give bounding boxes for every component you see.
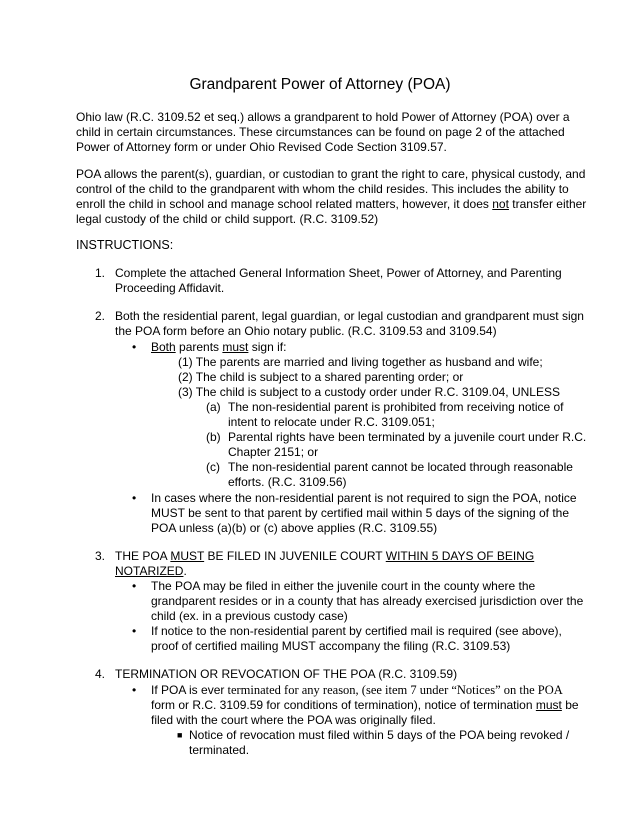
bullet-icon: • xyxy=(132,579,137,593)
item-3-bullet-2-line-2: proof of certified mailing MUST accompany the filing (R.C. 3109.53) xyxy=(151,639,511,653)
item-3-bullet-2-line-1: If notice to the non-residential parent by certified mail is required (see above), xyxy=(151,624,562,638)
item-4-text: be xyxy=(561,698,579,712)
emphasis-must: must xyxy=(535,698,562,712)
item-2-line-2: the POA form before an Ohio notary public. (R.C. 3109.53 and 3109.54) xyxy=(115,324,497,338)
instructions-heading: INSTRUCTIONS: xyxy=(76,238,174,252)
item-2-number: 2. xyxy=(95,309,106,323)
item-3-text: . xyxy=(183,564,187,578)
sub-a-label: (a) xyxy=(206,400,221,414)
intro-line-2: child in certain circumstances. These circumstances can be found on page 2 of the attached xyxy=(76,125,565,139)
bullet-icon: • xyxy=(132,624,137,638)
bullet-text: sign if: xyxy=(248,340,287,354)
bullet-icon: • xyxy=(132,491,137,505)
condition-2: (2) The child is subject to a shared parenting order; or xyxy=(178,370,464,384)
para2-line-2: control of the child to the grandparent with whom the child resides. This includes the ability to xyxy=(76,182,569,196)
emphasis-must: MUST xyxy=(170,549,205,563)
para2-line-4: legal custody of the child or child support. (R.C. 3109.52) xyxy=(76,212,379,226)
item-3-text: THE POA xyxy=(115,549,171,563)
para2-line-3 xyxy=(76,197,586,212)
item-1-line-1: Complete the attached General Information Sheet, Power of Attorney, and Parenting xyxy=(115,266,562,280)
condition-1: (1) The parents are married and living together as husband and wife; xyxy=(178,355,543,369)
item-3-line-1 xyxy=(115,549,534,564)
page-title: Grandparent Power of Attorney (POA) xyxy=(189,76,451,93)
square-bullet-icon: ■ xyxy=(177,730,183,740)
sub-a-line-1: The non-residential parent is prohibited from receiving notice of xyxy=(228,400,564,414)
sub-c-line-1: The non-residential parent cannot be located through reasonable xyxy=(228,460,573,474)
item-2-bullet-2-line-3: POA unless (a)(b) or (c) above applies (R.C. 3109.55) xyxy=(151,521,438,535)
item-4-bullet-1-line-3: filed with the court where the POA was originally filed. xyxy=(151,713,436,727)
para2-text: transfer either xyxy=(508,197,587,211)
item-3-line-2 xyxy=(115,564,187,579)
item-1-number: 1. xyxy=(95,266,106,280)
item-4-text-serif: terminated for any reason, (see item 7 under “Notices” on the POA xyxy=(224,683,563,697)
emphasis-not: not xyxy=(492,197,509,211)
sub-b-line-2: Chapter 2151; or xyxy=(228,445,319,459)
sub-b-line-1: Parental rights have been terminated by a juvenile court under R.C. xyxy=(228,430,587,444)
item-3-number: 3. xyxy=(95,549,106,563)
bullet-icon: • xyxy=(132,340,137,354)
item-2-bullet-2-line-2: MUST be sent to that parent by certified mail within 5 days of the signing of the xyxy=(151,506,570,520)
emphasis-must: must xyxy=(222,340,249,354)
sub-a-line-2: intent to relocate under R.C. 3109.051; xyxy=(228,415,435,429)
bullet-icon: • xyxy=(132,683,137,697)
item-4-number: 4. xyxy=(95,667,106,681)
item-3-bullet-1-line-2: grandparent resides or in a county that has already exercised jurisdiction over the xyxy=(151,594,584,608)
sub-c-label: (c) xyxy=(206,460,220,474)
emphasis-within: WITHIN 5 DAYS OF BEING xyxy=(385,549,535,563)
intro-line-1: Ohio law (R.C. 3109.52 et seq.) allows a grandparent to hold Power of Attorney (POA) over a xyxy=(76,110,570,124)
item-4-bullet-1-line-1 xyxy=(151,683,563,698)
item-4-sub-bullet-line-1: Notice of revocation must filed within 5 days of the POA being revoked / xyxy=(189,728,570,742)
item-4-text: form or R.C. 3109.59 for conditions of termination), notice of termination xyxy=(151,698,536,712)
emphasis-notarized: NOTARIZED xyxy=(115,564,184,578)
para2-line-1: POA allows the parent(s), guardian, or custodian to grant the right to care, physical custody, and xyxy=(76,167,586,181)
sub-c-line-2: efforts. (R.C. 3109.56) xyxy=(228,475,347,489)
item-4-bullet-1-line-2 xyxy=(151,698,579,713)
item-2-bullet-1 xyxy=(151,340,286,355)
item-4-heading: TERMINATION OR REVOCATION OF THE POA (R.C. 3109.59) xyxy=(115,667,458,681)
intro-line-3: Power of Attorney form or under Ohio Revised Code Section 3109.57. xyxy=(76,140,447,154)
para2-text: enroll the child in school and manage school related matters, however, it does xyxy=(76,197,493,211)
sub-b-label: (b) xyxy=(206,430,221,444)
item-1-line-2: Proceeding Affidavit. xyxy=(115,281,225,295)
emphasis-both: Both xyxy=(151,340,176,354)
item-3-text: BE FILED IN JUVENILE COURT xyxy=(204,549,386,563)
item-3-bullet-1-line-3: child (ex. in a previous custody case) xyxy=(151,609,348,623)
bullet-text: parents xyxy=(175,340,223,354)
condition-3: (3) The child is subject to a custody order under R.C. 3109.04, UNLESS xyxy=(178,385,560,399)
item-2-bullet-2-line-1: In cases where the non-residential parent is not required to sign the POA, notice xyxy=(151,491,577,505)
item-3-bullet-1-line-1: The POA may be filed in either the juvenile court in the county where the xyxy=(151,579,536,593)
item-4-sub-bullet-line-2: terminated. xyxy=(189,743,250,757)
item-2-line-1: Both the residential parent, legal guardian, or legal custodian and grandparent must sign xyxy=(115,309,584,323)
item-4-text: If POA is ever xyxy=(151,683,225,697)
